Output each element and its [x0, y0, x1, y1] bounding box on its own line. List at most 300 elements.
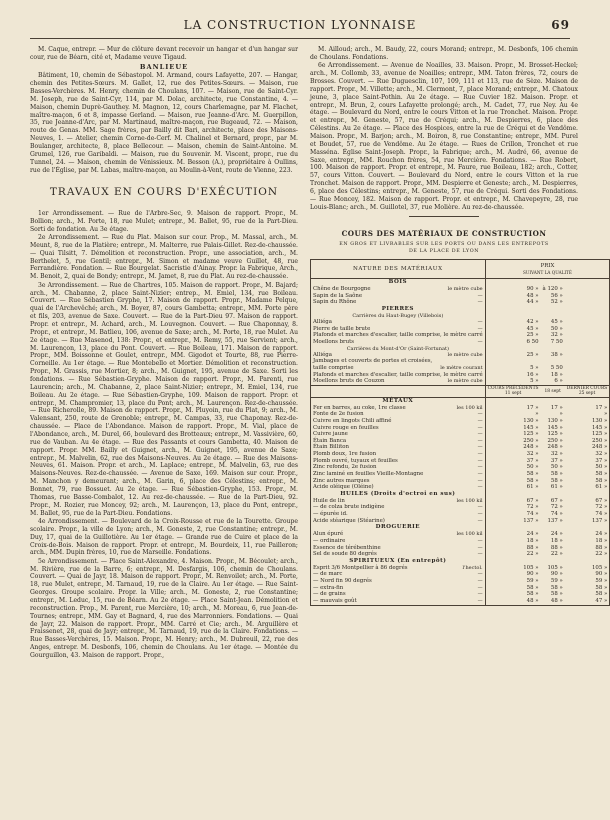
- price-prev-a: 250 »: [523, 437, 539, 444]
- materials-subtitle-2: DE LA PLACE DE LYON: [408, 249, 480, 255]
- metal-unit: —: [477, 451, 483, 458]
- price-current: 250 »: [591, 437, 608, 444]
- right-column: [310, 46, 608, 806]
- price-prev-a: 248 »: [523, 444, 539, 451]
- metal-row: [311, 444, 610, 451]
- price-prev-a: 90 »: [526, 571, 539, 578]
- price-cell: [485, 491, 540, 498]
- material-subcategory: Carrières du Haut-Bugey (Villebois): [311, 313, 486, 319]
- price-prev-b: 58 »: [550, 584, 563, 591]
- banlieue-heading: BANLIEUE: [139, 62, 189, 71]
- price-prev-a: 22 »: [526, 551, 539, 558]
- price-cell: [565, 372, 610, 379]
- price-high: [541, 358, 565, 365]
- price-low: 45 »: [526, 325, 539, 332]
- material-name-cell: [311, 378, 486, 385]
- material-row: [311, 286, 610, 293]
- materials-table: [310, 259, 610, 605]
- price-current: 37 »: [595, 457, 608, 464]
- price-prev-b: 72 »: [550, 504, 563, 511]
- material-name: taille comprise: [313, 365, 354, 371]
- metal-unit: —: [477, 411, 483, 418]
- material-name: Chêne de Bourgogne: [313, 286, 371, 293]
- price-cell: [565, 319, 610, 326]
- price-prev-b: 125 »: [547, 431, 563, 438]
- metal-name-cell: [311, 425, 486, 432]
- price-prev-b: 17 »: [550, 404, 563, 411]
- material-category: BOIS: [311, 279, 486, 286]
- metal-name-cell: [311, 591, 486, 598]
- price-prev-b: 250 »: [547, 437, 563, 444]
- price-current: 24 »: [595, 531, 608, 538]
- price-cell: [541, 491, 565, 498]
- material-row: [311, 378, 610, 385]
- metal-unit: —: [477, 571, 483, 578]
- metal-column-header-row: [311, 385, 610, 397]
- col-price-subtitle: SUIVANT LA QUALITÉ: [523, 269, 572, 275]
- metal-unit: les 100 kil: [456, 404, 483, 411]
- price-current: »: [603, 411, 608, 418]
- price-prev-b: 24 »: [550, 531, 563, 538]
- metal-name: — de marc: [313, 571, 343, 578]
- metal-category: DROGUERIE: [311, 524, 486, 531]
- material-name-cell: [311, 286, 486, 293]
- metal-name-cell: [311, 565, 486, 572]
- metal-name: — de grains: [313, 591, 346, 598]
- metal-row: [311, 551, 610, 558]
- price-high: 38 »: [550, 351, 563, 358]
- metal-unit: —: [477, 464, 483, 471]
- metal-row: [311, 504, 610, 511]
- price-high: 5 50: [550, 365, 563, 371]
- metal-category-row: [311, 397, 610, 404]
- material-unit: —: [477, 292, 483, 299]
- price-prev-b: 90 »: [550, 571, 563, 578]
- material-name: Moellons bruts de Couzon: [313, 378, 385, 385]
- price-current: 59 »: [595, 577, 608, 584]
- price-prev-a: 48 »: [526, 597, 539, 604]
- metal-name-cell: [311, 551, 486, 558]
- metal-name-cell: [311, 511, 486, 518]
- metal-unit: —: [477, 444, 483, 451]
- price-low: 42 »: [526, 319, 539, 326]
- metal-unit: —: [477, 457, 483, 464]
- material-category-row: [311, 279, 610, 286]
- price-current: 17 »: [595, 404, 608, 411]
- material-name-cell: [311, 332, 486, 339]
- price-low: 25 »: [526, 351, 539, 358]
- arrondissement-6-paragraph: 6e Arrondissement. — Avenue de Noailles, 33. Maison. Propr., M. Brosset-Heckel; arch., M. Collomb, 33, avenue de Noailles; entrepr., MM. Taton frères, 72, cours de Brosses. Couvert. — Rue Duguesclin, 107, 109, 111 et 113, rue de Sèze. Maison de rapport. Propr., M. Villette; arch., M. Clermont, 7, place Morand; entrepr., M. Chatoux jeune, 3, place Saint-Pothin. Au 2e étage. — Rue Cuvier 182. Maison. Propr. et entrepr., M. Brun, 2, cours Lafayette prolongé; arch., M. Cadet, 77, rue Ney. Au 4e étage. — Boulevard du Nord, entre le cours Vitton et la rue Tronchet. Maison. Propr. et entrepr., M. Geneste, 57, rue de Créqui; arch., M. Despierres, 6, place des Célestins. Au 2e étage. — Place des Hospices, entre la rue de Créqui et de Vendôme. Maison. Propr., M. Barjon; arch., M. Boiron, 8, rue Constantine; entrepr., MM. Purel et Boudet, 57, rue de Vendôme. Au 2e étage. — Rues de Crillon, Tronchet et rue Masséna. Église Saint-Joseph. Propr., la Fabrique; arch., M. Audré, 66, avenue de Saxe, entrepr., MM. Rouchon frères, 54, rue Mercière. Fondations. — Rue Robert, 100. Maison de rapport. Propr. et entrepr., M. Faure, rue Boileau, 182; arch., Cotter, 57, cours Vitton. Couvert. — Boulevard du Nord, entre le cours Vitton et la rue Tronchet. Maison de rapport. Propr., MM. Despierre et Geneste; arch., M. Despierres, 6, place des Célestins; entrepr., M. Geneste, 57, rue de Créqui. Sorti des Fondations. — Rue Moncey, 182. Maison de rapport. Propr. et entrepr., M. Chavepeyre, 28, rue Louis-Blanc; arch., M. Guillotel, 37, rue Molière. Au rez-de-chaussée.: [310, 62, 578, 211]
- price-current: 22 »: [595, 551, 608, 558]
- metal-name-cell: [311, 431, 486, 438]
- price-prev-b: 67 »: [550, 497, 563, 504]
- col-nature-header: NATURE DES MATÉRIAUX: [311, 260, 486, 279]
- metal-name-cell: [311, 411, 486, 418]
- section-divider: [409, 216, 479, 217]
- price-prev-b: 130 »: [547, 417, 563, 424]
- price-high: 52 »: [550, 299, 563, 306]
- material-name-cell: [311, 365, 486, 372]
- metal-name: Acide stéarique (Stéarine): [313, 517, 385, 524]
- price-cell: [565, 358, 610, 365]
- metal-unit: —: [477, 424, 483, 431]
- metal-row: [311, 585, 610, 592]
- price-cell: [565, 365, 610, 372]
- metal-unit: —: [477, 597, 483, 604]
- price-high: à 120 »: [542, 286, 563, 293]
- price-prev-a: 17 »: [526, 404, 539, 411]
- price-current: 18 »: [595, 537, 608, 544]
- price-current: 58 »: [595, 591, 608, 598]
- price-prev-b: 105 »: [547, 564, 563, 571]
- price-prev-a: 74 »: [526, 511, 539, 518]
- price-cell: [565, 491, 610, 498]
- metal-unit: —: [477, 504, 483, 511]
- price-cell: [565, 293, 610, 300]
- price-prev-a: 145 »: [523, 424, 539, 431]
- metal-row: [311, 425, 610, 432]
- price-prev-a: 88 »: [526, 544, 539, 551]
- metal-row: [311, 598, 610, 605]
- price-current: 58 »: [595, 477, 608, 484]
- metal-unit: —: [477, 537, 483, 544]
- price-current: 90 »: [595, 571, 608, 578]
- metal-name-cell: [311, 518, 486, 525]
- price-low: 44 »: [526, 299, 539, 306]
- price-current: 61 »: [595, 484, 608, 491]
- price-cell: [565, 279, 610, 286]
- material-name: Moellons bruts: [313, 338, 355, 345]
- metal-row: [311, 484, 610, 491]
- price-prev-a: 130 »: [523, 417, 539, 424]
- metal-name: Sel de soude 80 degrés: [313, 551, 377, 558]
- price-prev-b: 59 »: [550, 577, 563, 584]
- prev-label: COURS PRÉCÉDENTS: [487, 385, 539, 391]
- price-cell: [485, 279, 540, 286]
- materials-title: COURS DES MATÉRIAUX DE CONSTRUCTION: [341, 228, 547, 238]
- price-high: 56 »: [550, 292, 563, 299]
- metal-unit: —: [477, 431, 483, 438]
- price-cell: [565, 326, 610, 333]
- travaux-paragraph-2: 2e Arrondissement. — Rue du Plat. Maison sur cour. Prop., M. Massal, arch., M. Meunt, 8, rue de la Platière; entrepr., M. Malterre, rue Palais-Gillet. Rez-de-chaussée. — Quai Tilsitt, 7. Démolition et reconstruction. Propr., une association, arch., M. Berthelet, 5, rue Gentil; entrepr., M. Simon et madame veuve Guillet, 48, rue Ferrandière. Fondation. — Rue Bourgelat. Sacristie d'Ainay. Propr. la Fabrique, Arch., M. Benoit, 2, quai de Bondy; entrepr., M. Jamet, 8, rue du Plat. Au rez-de-chaussée.: [30, 234, 298, 281]
- price-low: 16 »: [526, 371, 539, 378]
- price-cell: [485, 397, 540, 404]
- price-prev-b: 145 »: [547, 424, 563, 431]
- metal-name-cell: [311, 405, 486, 412]
- price-prev-a: 50 »: [526, 464, 539, 471]
- price-current: 58 »: [595, 471, 608, 478]
- price-current: 137 »: [591, 517, 608, 524]
- metal-row: [311, 538, 610, 545]
- material-name-cell: [311, 358, 486, 365]
- price-prev-b: »: [559, 411, 563, 418]
- metal-name-cell: [311, 451, 486, 458]
- metal-name: Alun épuré: [313, 531, 344, 538]
- price-current: 74 »: [595, 511, 608, 518]
- price-prev-b: 61 »: [550, 484, 563, 491]
- price-current: 50 »: [595, 464, 608, 471]
- price-current: 47 »: [595, 597, 608, 604]
- metal-category-row: [311, 491, 610, 498]
- col-prev-b: [541, 385, 565, 397]
- metal-header-spacer: [311, 385, 486, 397]
- price-current: 105 »: [591, 564, 608, 571]
- price-prev-b: 88 »: [550, 544, 563, 551]
- metal-row: [311, 511, 610, 518]
- price-prev-b: 18 »: [550, 537, 563, 544]
- metal-name: Cuivre jaune: [313, 431, 348, 438]
- price-prev-b: 248 »: [547, 444, 563, 451]
- price-cell: [485, 306, 540, 313]
- price-prev-a: 58 »: [526, 584, 539, 591]
- metal-name-cell: [311, 418, 486, 425]
- metal-category: MÉTAUX: [311, 397, 486, 404]
- metal-name-cell: [311, 585, 486, 592]
- metal-unit: —: [477, 484, 483, 491]
- price-cell: [565, 306, 610, 313]
- intro-paragraph: M. Caque, entrepr. — Mur de clôture devant recevoir un hangar et d'un hangar sur cour, rue de Béarn, cité et, Madame veuve Tigaud.: [30, 46, 298, 61]
- price-cell: [541, 306, 565, 313]
- metal-unit: les 100 kil: [456, 497, 483, 504]
- metal-name-cell: [311, 571, 486, 578]
- price-prev-a: »: [535, 411, 539, 418]
- metal-row: [311, 438, 610, 445]
- price-high: 50 »: [550, 325, 563, 332]
- material-row: [311, 319, 610, 326]
- metal-name-cell: [311, 598, 486, 605]
- price-prev-b: 74 »: [550, 511, 563, 518]
- metal-name: — de colza brute indigène: [313, 504, 385, 511]
- left-column: [30, 46, 298, 806]
- material-name: Sapin du Rhône: [313, 299, 357, 306]
- metal-row: [311, 418, 610, 425]
- price-high: 32 »: [550, 332, 563, 339]
- metal-category: SPIRITUEUX (En entrepôt): [311, 558, 486, 565]
- price-low: 5 »: [530, 378, 539, 385]
- price-prev-a: 67 »: [526, 497, 539, 504]
- metal-unit: —: [477, 544, 483, 551]
- travaux-paragraph-4: 4e Arrondissement. — Boulevard de la Croix-Rousse et rue de la Tourette. Groupe scolaire. Propr., la ville de Lyon; arch., M. Goneste, 2, rue Constantine; entrepr., M. Duy, 17, quai de la Guillotière. Au 1er étage. — Grande rue de Cuire et place de la Croix-de-Bois. Maison de rapport. Propr. et entrepr., M. Bourdeix, 11, rue Pailleron; arch., MM. Dupin frères, 10, rue de Marseille. Fondations.: [30, 517, 298, 557]
- metal-unit: —: [477, 471, 483, 478]
- metal-name: Zinc refondu, 2e fusion: [313, 464, 377, 471]
- metal-row: [311, 411, 610, 418]
- metal-name: Fonte de 2e fusion: [313, 411, 364, 418]
- travaux-paragraph-5: 5e Arrondissement. — Place Saint-Alexandre, 4. Maison. Propr., M. Bécoulet; arch., M. Rivière, rue de la Barre, 6; entrepr., M. Desfargis, 106, chemin de Choulans. Couvert. — Quai de Jayr, 18. Maison de rapport. Propr., M. Renvoilet; arch., M. Porte, 18, rue Mulet, entrepr., M. Tarnaud, 19, rue de la Claire. Au 1er étage. — Rue Saint-Georges. Groupe scolaire. Propr. la Ville; arch., M. Goneste, 2, rue Constantine; entrepr., M. Leduc, 15, rue de Béarn. Au 2e étage. — Place Saint-Jean. Démolition et reconstruction. Prop., M. Parent, rue Mercière, 10; arch., M. Moreau, 6, rue Jean-de-Tournes; entrepr., MM. Gay et Bagnard, 4, rue des Marronniers. Fondations. — Quai de Jayr, 22. Maison de rapport. Propr., MM. Carré et Cie; arch., M. Arguillère et Fraissenet, 28, quai de Jayr; entrepr., M. Tarnaud, 19, rue de la Claire. Fondations. — Rue Basses-Verchères, 15. Maison. Propr., M. Henry; arch., M. Dubreuil, 22, rue des Anges, entrepr. M. Desbonfs, 106, chemin de Choulans. Au 1er étage. — Montée du Gourguillon, 43. Maison de rapport. Propr.,: [30, 557, 298, 660]
- metal-unit: —: [477, 437, 483, 444]
- price-cell: [565, 339, 610, 346]
- metal-name: — mauvais goût: [313, 597, 357, 604]
- metal-name: Cuivre en lingots Chili affiné: [313, 417, 392, 424]
- material-category-row: [311, 306, 610, 313]
- price-prev-a: 37 »: [526, 457, 539, 464]
- price-prev-b: 58 »: [550, 477, 563, 484]
- metal-name: — ordinaire: [313, 537, 346, 544]
- page-number: 69: [551, 18, 570, 32]
- price-prev-a: 58 »: [526, 591, 539, 598]
- metal-row: [311, 578, 610, 585]
- price-prev-a: 58 »: [526, 477, 539, 484]
- price-low: 90 »: [526, 286, 539, 293]
- metal-row: [311, 591, 610, 598]
- price-prev-a: 32 »: [526, 451, 539, 458]
- price-current: 67 »: [595, 497, 608, 504]
- metal-unit: —: [477, 591, 483, 598]
- col-price-header: [485, 260, 610, 279]
- journal-title: LA CONSTRUCTION LYONNAISE: [183, 18, 417, 32]
- price-cell: [541, 558, 565, 565]
- metal-row: [311, 458, 610, 465]
- metal-row: [311, 431, 610, 438]
- metal-name-cell: [311, 538, 486, 545]
- material-unit: le mètre cube: [447, 351, 483, 358]
- material-row: [311, 358, 610, 365]
- metal-unit: —: [477, 417, 483, 424]
- metal-name: Acide oléique (Oléine): [313, 484, 374, 491]
- price-cell: [485, 524, 540, 531]
- price-prev-b: 37 »: [550, 457, 563, 464]
- price-cell: [541, 397, 565, 404]
- metal-name: Zinc autres marques: [313, 477, 370, 484]
- material-row: [311, 339, 610, 346]
- travaux-paragraph-1: 1er Arrondissement. — Rue de l'Arbre-Sec, 9. Maison de rapport. Propr., M. Bollion; arch., M. Porte, 18, rue Mulet; entrepr., M. Ballet, 95, rue de la Part-Dieu. Sorti de fondation. Au 3e étage.: [30, 209, 298, 233]
- metal-name-cell: [311, 531, 486, 538]
- price-current: 145 »: [591, 424, 608, 431]
- col-a-date: 11 sept: [504, 391, 522, 397]
- material-unit: le mètre cube: [447, 378, 483, 385]
- metal-row: [311, 518, 610, 525]
- metal-unit: l'hectol.: [462, 564, 483, 571]
- price-prev-a: 72 »: [526, 504, 539, 511]
- price-cell: [565, 352, 610, 359]
- material-row: [311, 365, 610, 372]
- metal-unit: les 100 kil: [456, 531, 483, 538]
- price-prev-a: 105 »: [523, 564, 539, 571]
- price-prev-a: 18 »: [526, 537, 539, 544]
- metal-unit: —: [477, 477, 483, 484]
- material-name: Sapin de la Saône: [313, 292, 363, 299]
- metal-name: Plomb ouvré, tuyaux et feuilles: [313, 457, 398, 464]
- metal-category: HUILES (Droits d'octroi en sus): [311, 491, 486, 498]
- col-c-date: 25 sept: [578, 391, 596, 397]
- metal-unit: —: [477, 517, 483, 524]
- price-cell: [485, 558, 540, 565]
- price-cell: [541, 279, 565, 286]
- metal-unit: —: [477, 551, 483, 558]
- material-unit: le mètre cube: [447, 286, 483, 293]
- price-high: 45 »: [550, 319, 563, 326]
- metal-name: Essence de térébenthine: [313, 544, 381, 551]
- material-subcategory: Carrières du Mont-d'Or (Saint-Fortunat): [311, 346, 486, 352]
- material-category: PIERRES: [311, 306, 486, 313]
- col-current: [565, 385, 610, 397]
- price-current: 72 »: [595, 504, 608, 511]
- price-low: 48 »: [526, 292, 539, 299]
- material-unit: —: [477, 299, 483, 306]
- price-prev-b: 58 »: [550, 471, 563, 478]
- price-low: 25 »: [526, 332, 539, 339]
- metal-row: [311, 471, 610, 478]
- travaux-title: TRAVAUX EN COURS D'EXÉCUTION: [49, 186, 279, 199]
- metal-name: Esprit 3/6 Montpellier à 86 degrés: [313, 564, 408, 571]
- price-high: 6 »: [554, 378, 563, 385]
- metal-category-row: [311, 524, 610, 531]
- material-name-cell: [311, 299, 486, 306]
- metal-name: — épurée id.: [313, 511, 348, 518]
- price-high: 18 »: [550, 371, 563, 378]
- metal-category-row: [311, 558, 610, 565]
- material-name-cell: [311, 319, 486, 326]
- material-name: Alliéga: [313, 351, 332, 358]
- price-cell: [565, 397, 610, 404]
- material-unit: —: [477, 338, 483, 345]
- metal-name: Étain Banca: [313, 437, 347, 444]
- metal-name: Plomb doux, 1re fusion: [313, 451, 377, 458]
- metal-name-cell: [311, 471, 486, 478]
- price-cell: [565, 558, 610, 565]
- price-prev-a: 61 »: [526, 484, 539, 491]
- price-cell: [565, 524, 610, 531]
- metal-unit: —: [477, 511, 483, 518]
- metal-row: [311, 405, 610, 412]
- metal-name-cell: [311, 444, 486, 451]
- material-unit: —: [477, 325, 483, 332]
- metal-unit: —: [477, 577, 483, 584]
- metal-name-cell: [311, 578, 486, 585]
- price-cell: [541, 524, 565, 531]
- price-cell: [565, 332, 610, 339]
- price-prev-a: 58 »: [526, 471, 539, 478]
- metal-row: [311, 451, 610, 458]
- price-current: 88 »: [595, 544, 608, 551]
- col-price-title: PRIX: [540, 263, 555, 270]
- metal-row: [311, 531, 610, 538]
- material-row: [311, 299, 610, 306]
- price-current: 248 »: [591, 444, 608, 451]
- page-header: [30, 14, 570, 39]
- material-name: Pierre de taille brute: [313, 325, 371, 332]
- price-prev-b: 137 »: [547, 517, 563, 524]
- price-current: 125 »: [591, 431, 608, 438]
- material-unit: le mètre courant: [440, 365, 483, 371]
- materials-subtitle: EN GROS ET LIVRABLES SUR LES PORTS OU DANS LES ENTREPOTS: [339, 241, 549, 247]
- price-cell: [565, 378, 610, 385]
- metal-name: — extra-fin: [313, 584, 344, 591]
- col-prev-a: [485, 385, 540, 397]
- price-low: 6 50: [526, 338, 539, 345]
- current-label: DERNIER COURS: [566, 385, 608, 391]
- material-name: Jambages et couverts de portes et croisées,: [313, 358, 433, 365]
- continuation-paragraph: M. Ailloud; arch., M. Baudy, 22, cours Morand; entrepr., M. Desbonfs, 106 chemin de Choulans. Fondations.: [310, 46, 578, 61]
- material-name-cell: [311, 339, 486, 346]
- price-current: 32 »: [595, 451, 608, 458]
- metal-name-cell: [311, 484, 486, 491]
- price-cell: [565, 299, 610, 306]
- price-prev-b: 58 »: [550, 591, 563, 598]
- metal-name-cell: [311, 458, 486, 465]
- material-name: Plafonds et marches d'escalier, taille comprise, le mètre carré: [313, 371, 483, 378]
- materials-table-header: [311, 260, 610, 279]
- metal-name: Fer en barres, au coke, 1re classe: [313, 404, 406, 411]
- price-prev-a: 59 »: [526, 577, 539, 584]
- metal-unit: —: [477, 584, 483, 591]
- price-prev-b: 22 »: [550, 551, 563, 558]
- price-high: 7 50: [550, 338, 563, 345]
- metal-name: Zinc laminé en feuilles Vieille-Montagne: [313, 471, 424, 478]
- price-prev-a: 125 »: [523, 431, 539, 438]
- price-prev-a: 137 »: [523, 517, 539, 524]
- price-current: 58 »: [595, 584, 608, 591]
- travaux-paragraph-3: 3e Arrondissement. — Rue de Chartres, 105. Maison de rapport. Propr., M. Bajard; arch., M. Chabanne, 2, place Saint-Nizier; entrep., M. Emiel, 134, rue Boileau. Couvert. — Rue Sébastien Gryphe, 17. Maison de rapport. Propr., Madame Pelque, quai de l'Archevêché; arch., M. Boyer, 87, cours Gambetta; entrepr., MM. Porte père et fils, 203, avenue de Saxe. Couvert. — Rue de la Part-Dieu 97. Maison de rapport. Propr. et entrepr., M. Achard, arch., M. Louvegnon. Couvert. — Rue Chaponnay, 8. Propr., et entrepr., M. Batlieu, 106, avenue de Saxe; arch., M. Porte, 18, rue Mulet. Au 2e étage. — Rue Masenod, 138: Propr., et entrepr., M. Remy, 55, rue Servient; arch., M. Laurençon, 13, place du Pont. Couvert. — Rue Boileau, 171. Maison de rapport. Propr., MM. Boissonne et Goulet, entrepr., MM. Gigodot et Tourte, 88, rue Pierre-Corneille. Au 1er étage. — Rue Montebello et Mortier. Démolition et reconstruction. Propr., M. Grassis, rue Mortier, 8; arch., M. Guignet, 195, avenue de Saxe. Sorti les fondations. — Rue Sébastien-Gryphe. Maison de rapport. Propr., M. Parenti, rue Laurencin; arch., M. Chabanne, 2, place Saint-Nizier; entrepr., M. Emiel, 134, rue Boileau. Au 2e étage. — Rue Sébastien-Gryphe, 109. Maison de rapport. Propr. et entrepr., M. Champromier, 13, place du Pont; arch., M. Laurençon. Rez-de-chaussée. — Rue Richerolle, 89. Maison de rapport. Propr., M. Pluyoin, rue du Plat, 9; arch., M. Valensant, 250, route de Grenoble; entrepr., M. Campas, 33, rue Chaponay. Rez-de-chaussée. — Place de l'Abondance. Maison de rapport. Propr., M. Vial, place de l'Abondance, arch., M. Durel, 66, boulevard des Brotteaux; entrepr., M. Vassivière, 60, rue de Vauban. Au 4e étage. — Rue des Passants et cours Gambetta, 40. Maison de rapport. Propr. MM. Bailly et Guignet, arch., M. Guignet, 195, avenue de Saxe; entrepr., M. Malvelin, 62, rue des Maisons-Neuves. Au 2e étage. — Rue des Maisons-Neuves, 61. Maison. Propr. et arch., M. Laplace; entrepr., M. Malvelin, 63, rue des Maisons-Neuves. Rez-de-chaussée. — Avenue de Saxe, 169. Maison sur cour. Propr., M. Manchon y demeurant; arch., M. Garin, 6, place des Célestins; entrepr., M. Bonnet, 79, rue Bossuet. Au 2e étage. — Rue Sébastien-Gryphe, 153. Propr., M. Thomas, rue Basse-Combalot, 12. Au rez-de-chaussée. — Rue de la Part-Dieu, 92. Propr., M. Rozier, rue Moncey, 92; arch., M. Laurençon, 13, place du Pont, entrepr., M. Ballet, 95, rue de la Part-Dieu. Fondations.: [30, 281, 298, 517]
